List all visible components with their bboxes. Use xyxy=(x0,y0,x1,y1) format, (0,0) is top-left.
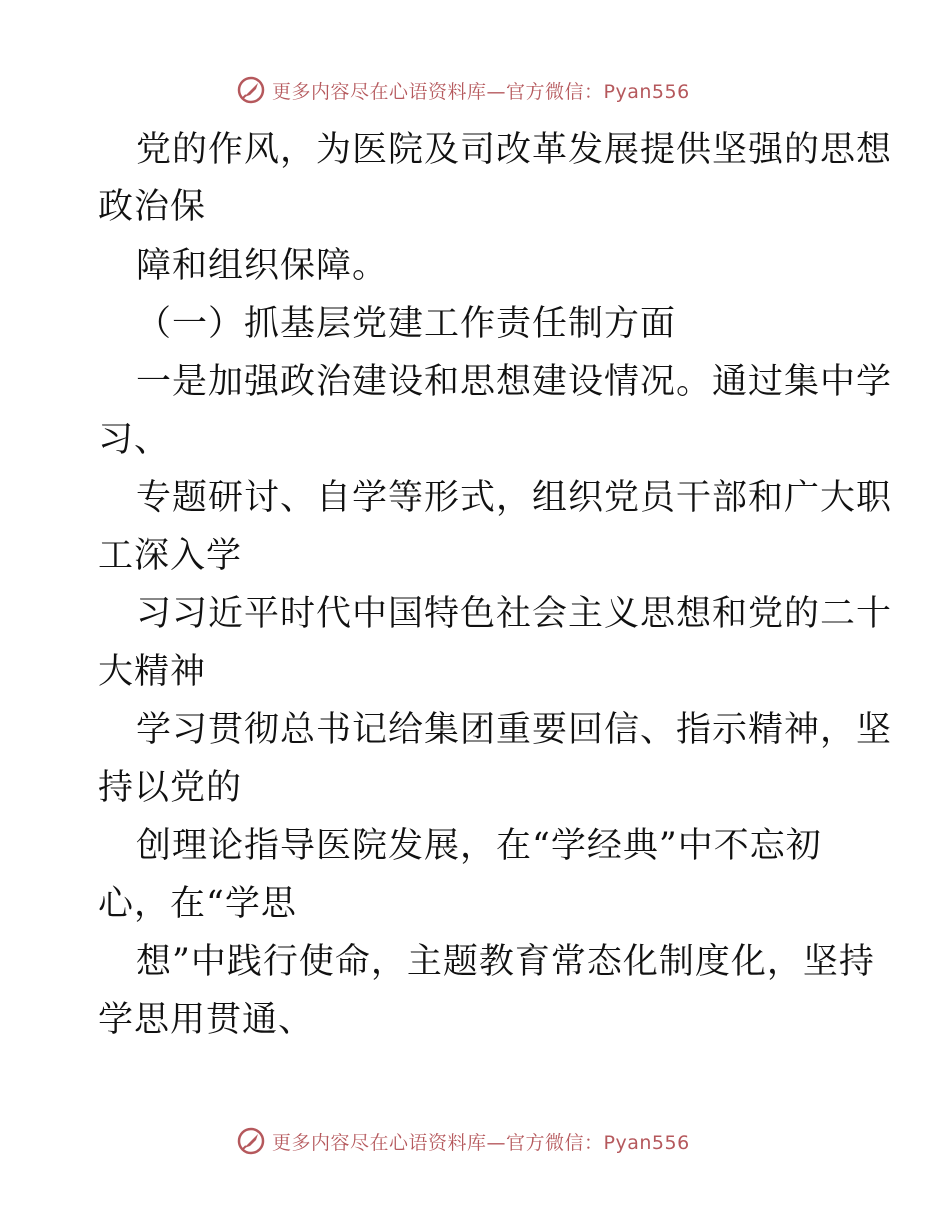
body-line: 学习贯彻总书记给集团重要回信、指示精神，坚 xyxy=(136,710,893,750)
body-line: 想”中践行使命，主题教育常态化制度化，坚持 xyxy=(136,942,875,982)
body-line: 习习近平时代中国特色社会主义思想和党的二十 xyxy=(136,594,893,634)
body-line: 工深入学 xyxy=(98,536,243,576)
body-line: 专题研讨、自学等形式，组织党员干部和广大职 xyxy=(136,478,893,518)
body-line: 心，在“学思 xyxy=(98,884,297,924)
body-line: 政治保 xyxy=(98,187,207,227)
body-line: 学思用贯通、 xyxy=(98,1000,315,1040)
body-line: 持以党的 xyxy=(98,768,243,808)
quill-logo-icon xyxy=(236,75,266,105)
body-line: 一是加强政治建设和思想建设情况。通过集中学 xyxy=(136,362,893,402)
body-line: 大精神 xyxy=(98,652,207,692)
section-heading: （一）抓基层党建工作责任制方面 xyxy=(136,304,677,344)
body-line: 习、 xyxy=(98,420,171,460)
body-line: 党的作风，为医院及司改革发展提供坚强的思想 xyxy=(136,130,893,170)
header-watermark-text: 更多内容尽在心语资料库—官方微信：Pyan556 xyxy=(272,80,690,103)
footer-watermark-text: 更多内容尽在心语资料库—官方微信：Pyan556 xyxy=(272,1131,690,1154)
footer-watermark xyxy=(236,1124,690,1158)
header-watermark xyxy=(236,73,690,107)
quill-logo-icon xyxy=(236,1126,266,1156)
body-line: 障和组织保障。 xyxy=(136,246,389,286)
body-line: 创理论指导医院发展，在“学经典”中不忘初 xyxy=(136,826,822,866)
